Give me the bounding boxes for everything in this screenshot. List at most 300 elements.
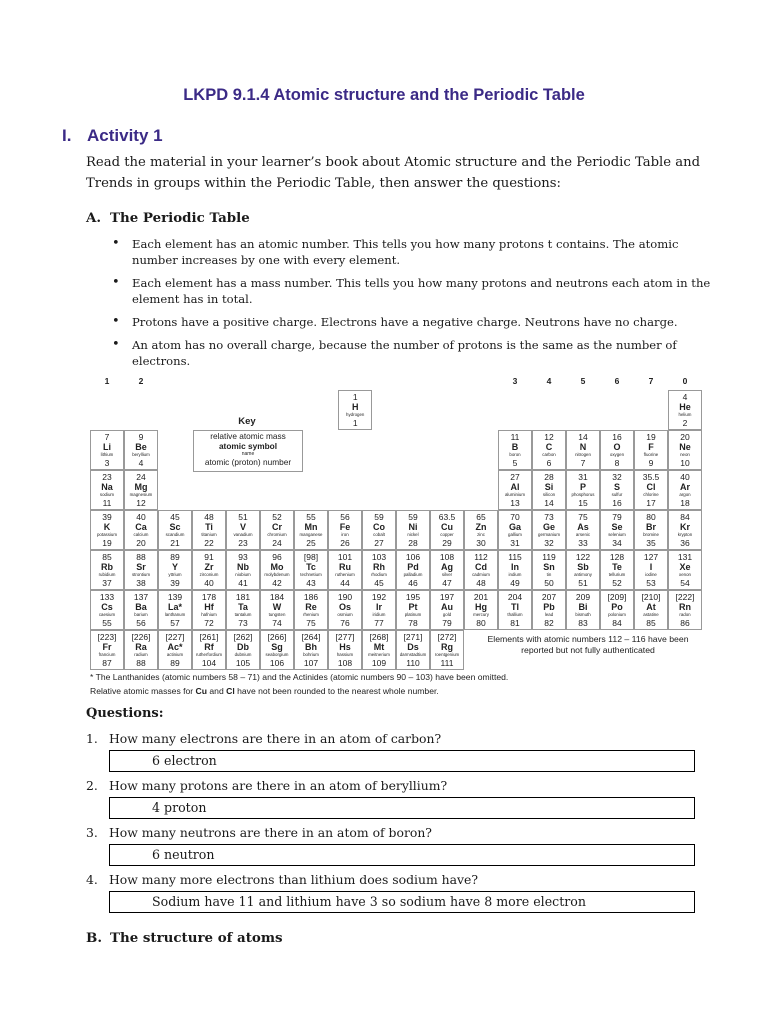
element-cell-zn <box>464 510 498 550</box>
element-number: 57 <box>170 618 180 628</box>
element-number: 83 <box>578 618 588 628</box>
element-mass: 55 <box>306 512 316 522</box>
element-cell-xe <box>668 550 702 590</box>
element-symbol: Co <box>373 522 385 532</box>
element-number: 5 <box>512 458 518 468</box>
element-name: hassium <box>336 652 354 657</box>
element-cell-ne <box>668 430 702 470</box>
key-line-symbol: atomic symbol <box>218 441 278 451</box>
element-symbol: Ra <box>135 642 147 652</box>
element-name: osmium <box>337 612 353 617</box>
element-cell-po <box>600 590 634 630</box>
element-name: cobalt <box>373 532 385 537</box>
element-symbol: P <box>579 482 586 492</box>
element-cell-sc <box>158 510 192 550</box>
subsection-b-label: The structure of atoms <box>110 930 283 946</box>
subsection-a-label: The Periodic Table <box>110 210 250 226</box>
question-3 <box>86 825 432 840</box>
element-mass: 51 <box>238 512 248 522</box>
element-number: 74 <box>272 618 282 628</box>
element-mass: 12 <box>544 432 554 442</box>
element-cell-cl <box>634 470 668 510</box>
element-symbol: Ar <box>679 482 690 492</box>
footnote-text: have not been rounded to the nearest whole number. <box>234 686 439 696</box>
element-mass: 91 <box>204 552 214 562</box>
element-number: 28 <box>408 538 418 548</box>
element-name: darmstadtium <box>399 652 427 657</box>
element-symbol: Rn <box>679 602 691 612</box>
element-symbol: Ac* <box>167 642 183 652</box>
element-name: caesium <box>98 612 116 617</box>
element-name: tungsten <box>268 612 286 617</box>
element-number: 20 <box>136 538 146 548</box>
element-symbol: Pd <box>407 562 419 572</box>
element-symbol: Be <box>135 442 147 452</box>
element-mass: [268] <box>369 632 389 642</box>
element-name: chromium <box>267 532 287 537</box>
element-name: lanthanum <box>164 612 186 617</box>
element-number: 23 <box>238 538 248 548</box>
element-name: rhodium <box>371 572 387 577</box>
element-number: 51 <box>578 578 588 588</box>
answer-box-1[interactable]: 6 electron <box>109 750 695 772</box>
element-number: 54 <box>680 578 690 588</box>
element-cell-ar <box>668 470 702 510</box>
element-mass: 106 <box>405 552 421 562</box>
element-mass: 27 <box>510 472 520 482</box>
element-number: 49 <box>510 578 520 588</box>
element-symbol: Se <box>611 522 623 532</box>
element-name: molybdenum <box>264 572 290 577</box>
element-mass: 9 <box>138 432 144 442</box>
element-cell-sg <box>260 630 294 670</box>
element-cell-ra <box>124 630 158 670</box>
element-symbol: Ge <box>542 522 555 532</box>
element-cell-hs <box>328 630 362 670</box>
element-mass: 112 <box>474 552 488 562</box>
key-line-number: atomic (proton) number <box>204 457 292 467</box>
element-number: 52 <box>612 578 622 588</box>
element-mass: 201 <box>473 592 489 602</box>
element-mass: 39 <box>102 512 112 522</box>
answer-box-4[interactable]: Sodium have 11 and lithium have 3 so sodium have 8 more electron <box>109 891 695 913</box>
element-cell-rn <box>668 590 702 630</box>
element-name: selenium <box>608 532 626 537</box>
element-name: xenon <box>679 572 691 577</box>
element-number: 104 <box>201 658 217 668</box>
element-mass: 65 <box>476 512 486 522</box>
element-cell-sn <box>532 550 566 590</box>
element-symbol: K <box>103 522 111 532</box>
element-symbol: Kr <box>679 522 690 532</box>
element-mass: [223] <box>97 632 117 642</box>
element-mass: 119 <box>542 552 556 562</box>
element-symbol: Sr <box>136 562 146 572</box>
element-cell-ni <box>396 510 430 550</box>
group-header: 5 <box>580 376 586 386</box>
element-mass: 192 <box>371 592 387 602</box>
element-mass: 181 <box>235 592 251 602</box>
element-mass: 197 <box>439 592 455 602</box>
footnote-cl: Cl <box>226 686 235 696</box>
element-symbol: Ca <box>135 522 147 532</box>
element-number: 76 <box>340 618 350 628</box>
element-name: gallium <box>508 532 522 537</box>
element-name: indium <box>508 572 522 577</box>
element-mass: [272] <box>437 632 457 642</box>
element-mass: 40 <box>680 472 690 482</box>
element-name: lithium <box>100 452 114 457</box>
element-mass: 11 <box>510 432 520 442</box>
document-title: LKPD 9.1.4 Atomic structure and the Periodic Table <box>183 86 585 104</box>
element-symbol: Ga <box>508 522 521 532</box>
element-cell-o <box>600 430 634 470</box>
element-mass: 128 <box>609 552 625 562</box>
element-mass: 35.5 <box>642 472 660 482</box>
answer-box-2[interactable]: 4 proton <box>109 797 695 819</box>
element-cell-ga <box>498 510 532 550</box>
element-number: 111 <box>440 658 454 668</box>
element-number: 75 <box>306 618 316 628</box>
element-symbol: B <box>511 442 519 452</box>
group-header: 0 <box>682 376 688 386</box>
element-number: 8 <box>614 458 620 468</box>
element-mass: 24 <box>136 472 146 482</box>
element-name: hafnium <box>201 612 217 617</box>
element-name: rutherfordium <box>195 652 223 657</box>
element-name: argon <box>679 492 691 497</box>
element-symbol: V <box>239 522 246 532</box>
element-mass: 45 <box>170 512 180 522</box>
element-cell-ir <box>362 590 396 630</box>
element-symbol: Mo <box>270 562 284 572</box>
element-cell-pd <box>396 550 430 590</box>
element-mass: 96 <box>272 552 282 562</box>
element-cell-re <box>294 590 328 630</box>
element-number: 108 <box>337 658 353 668</box>
element-cell-nb <box>226 550 260 590</box>
element-mass: 115 <box>508 552 522 562</box>
element-name: silicon <box>542 492 556 497</box>
element-symbol: Cl <box>646 482 656 492</box>
element-name: copper <box>440 532 454 537</box>
element-name: carbon <box>542 452 556 457</box>
element-cell-cr <box>260 510 294 550</box>
element-symbol: Hg <box>475 602 487 612</box>
element-symbol: Rh <box>373 562 385 572</box>
element-cell-p <box>566 470 600 510</box>
element-symbol: Fe <box>339 522 351 532</box>
element-name: radon <box>679 612 691 617</box>
element-number: 73 <box>238 618 248 628</box>
element-mass: [264] <box>301 632 321 642</box>
element-symbol: Te <box>612 562 622 572</box>
element-mass: 93 <box>238 552 248 562</box>
element-symbol: Db <box>237 642 249 652</box>
element-number: 109 <box>371 658 387 668</box>
element-symbol: Nb <box>237 562 249 572</box>
element-number: 110 <box>406 658 420 668</box>
element-number: 30 <box>476 538 486 548</box>
element-name: nitrogen <box>575 452 591 457</box>
subsection-b-heading <box>86 930 283 946</box>
element-symbol: Sc <box>169 522 181 532</box>
element-symbol: N <box>579 442 587 452</box>
element-name: palladium <box>403 572 423 577</box>
element-cell-cd <box>464 550 498 590</box>
element-number: 78 <box>408 618 418 628</box>
element-number: 55 <box>102 618 112 628</box>
element-mass: [222] <box>675 592 695 602</box>
element-mass: [98] <box>303 552 319 562</box>
element-number: 79 <box>442 618 452 628</box>
element-symbol: Y <box>171 562 178 572</box>
element-mass: 63.5 <box>438 512 456 522</box>
element-mass: [209] <box>607 592 627 602</box>
question-number: 4. <box>86 872 98 887</box>
element-name: iron <box>341 532 349 537</box>
element-cell-ca <box>124 510 158 550</box>
element-symbol: Ti <box>205 522 213 532</box>
element-name: bromine <box>643 532 659 537</box>
element-number: 7 <box>580 458 586 468</box>
element-number: 1 <box>352 418 358 428</box>
element-symbol: Cs <box>101 602 113 612</box>
element-name: sulfur <box>611 492 623 497</box>
element-mass: 1 <box>352 392 358 402</box>
footnote-text: and <box>207 686 227 696</box>
element-cell-ac <box>158 630 192 670</box>
subsection-a-heading <box>86 210 250 226</box>
element-name: bohrium <box>303 652 319 657</box>
element-cell-zr <box>192 550 226 590</box>
element-number: 82 <box>544 618 554 628</box>
element-cell-h <box>338 390 372 430</box>
element-name: rhenium <box>303 612 319 617</box>
element-symbol: Fr <box>102 642 112 652</box>
element-symbol: Hf <box>204 602 214 612</box>
element-name: vanadium <box>233 532 253 537</box>
questions-heading: Questions: <box>86 706 164 721</box>
group-header: 7 <box>648 376 654 386</box>
element-number: 21 <box>170 538 180 548</box>
element-cell-b <box>498 430 532 470</box>
element-mass: 108 <box>439 552 455 562</box>
element-name: meitnerium <box>368 652 390 657</box>
element-symbol: Zn <box>475 522 487 532</box>
element-symbol: Ir <box>375 602 382 612</box>
element-mass: 85 <box>102 552 112 562</box>
element-cell-ge <box>532 510 566 550</box>
question-number: 2. <box>86 778 98 793</box>
element-cell-au <box>430 590 464 630</box>
element-mass: 84 <box>680 512 690 522</box>
element-number: 44 <box>340 578 350 588</box>
question-text: How many neutrons are there in an atom of boron? <box>109 825 432 840</box>
element-symbol: Bh <box>305 642 317 652</box>
question-text: How many more electrons than lithium does sodium have? <box>109 872 479 887</box>
element-cell-ba <box>124 590 158 630</box>
element-cell-sb <box>566 550 600 590</box>
element-number: 6 <box>546 458 552 468</box>
element-mass: [271] <box>403 632 423 642</box>
element-symbol: Br <box>645 522 656 532</box>
element-name: astatine <box>643 612 659 617</box>
element-mass: 209 <box>575 592 591 602</box>
element-cell-kr <box>668 510 702 550</box>
element-cell-pt <box>396 590 430 630</box>
element-number: 89 <box>170 658 180 668</box>
bullet-item: • Protons have a positive charge. Electrons have a negative charge. Neutrons have no charge. <box>112 314 712 330</box>
element-name: zirconium <box>199 572 219 577</box>
element-symbol: As <box>577 522 589 532</box>
element-name: nickel <box>407 532 419 537</box>
element-name: boron <box>509 452 521 457</box>
element-number: 105 <box>235 658 251 668</box>
element-mass: [266] <box>267 632 287 642</box>
bullet-item: • Each element has an atomic number. This tells you how many protons t contains. The atomic number increases by one with every element. <box>112 236 712 268</box>
element-symbol: W <box>272 602 282 612</box>
element-cell-rg <box>430 630 464 670</box>
element-symbol: Sg <box>271 642 283 652</box>
element-mass: 204 <box>507 592 523 602</box>
element-cell-ag <box>430 550 464 590</box>
element-cell-bh <box>294 630 328 670</box>
element-mass: [262] <box>233 632 253 642</box>
group-header: 6 <box>614 376 620 386</box>
element-number: 12 <box>136 498 146 508</box>
element-symbol: Cr <box>271 522 282 532</box>
element-symbol: I <box>649 562 653 572</box>
question-number: 3. <box>86 825 98 840</box>
element-number: 36 <box>680 538 690 548</box>
element-name: manganese <box>299 532 323 537</box>
element-mass: [277] <box>335 632 355 642</box>
element-cell-ta <box>226 590 260 630</box>
element-symbol: Rf <box>204 642 214 652</box>
element-mass: 70 <box>510 512 520 522</box>
element-cell-n <box>566 430 600 470</box>
element-mass: 79 <box>612 512 622 522</box>
element-mass: 190 <box>337 592 353 602</box>
element-number: 77 <box>374 618 384 628</box>
element-symbol: Pb <box>543 602 555 612</box>
element-mass: 59 <box>408 512 418 522</box>
answer-box-3[interactable]: 6 neutron <box>109 844 695 866</box>
element-mass: 80 <box>646 512 656 522</box>
element-name: iridium <box>372 612 386 617</box>
element-symbol: Ag <box>441 562 453 572</box>
bullet-item: • An atom has no overall charge, because the number of protons is the same as the number of electrons. <box>112 337 712 369</box>
element-cell-fr <box>90 630 124 670</box>
element-mass: 103 <box>371 552 387 562</box>
element-mass: 59 <box>374 512 384 522</box>
element-symbol: Rg <box>441 642 453 652</box>
element-number: 35 <box>646 538 656 548</box>
element-symbol: Rb <box>101 562 113 572</box>
element-name: helium <box>678 412 692 417</box>
element-symbol: Au <box>441 602 453 612</box>
element-number: 81 <box>510 618 520 628</box>
element-name: rubidium <box>98 572 116 577</box>
element-cell-at <box>634 590 668 630</box>
element-name: krypton <box>677 532 693 537</box>
element-name: thallium <box>507 612 523 617</box>
element-symbol: Na <box>101 482 113 492</box>
element-name: iodine <box>645 572 657 577</box>
element-cell-rb <box>90 550 124 590</box>
element-mass: 89 <box>170 552 180 562</box>
element-number: 56 <box>136 618 146 628</box>
element-name: tellurium <box>608 572 626 577</box>
element-number: 17 <box>646 498 656 508</box>
element-cell-w <box>260 590 294 630</box>
element-name: calcium <box>133 532 149 537</box>
element-cell-mg <box>124 470 158 510</box>
element-name: actinium <box>166 652 184 657</box>
element-name: beryllium <box>132 452 150 457</box>
element-symbol: Hs <box>339 642 351 652</box>
element-name: germanium <box>538 532 560 537</box>
element-number: 9 <box>648 458 654 468</box>
element-mass: 23 <box>102 472 112 482</box>
element-number: 19 <box>102 538 112 548</box>
element-symbol: He <box>679 402 691 412</box>
footnote-cu: Cu <box>195 686 208 696</box>
element-symbol: Pt <box>408 602 418 612</box>
element-symbol: Mg <box>134 482 148 492</box>
question-4 <box>86 872 478 887</box>
element-symbol: Po <box>611 602 623 612</box>
question-2 <box>86 778 447 793</box>
element-symbol: Bi <box>578 602 588 612</box>
element-name: seaborgium <box>265 652 289 657</box>
element-number: 42 <box>272 578 282 588</box>
element-mass: [210] <box>641 592 661 602</box>
element-cell-bi <box>566 590 600 630</box>
element-cell-fe <box>328 510 362 550</box>
element-cell-ti <box>192 510 226 550</box>
question-text: How many protons are there in an atom of beryllium? <box>109 778 448 793</box>
element-cell-la <box>158 590 192 630</box>
element-number: 86 <box>680 618 690 628</box>
key-line-name: name <box>241 451 255 457</box>
element-number: 88 <box>136 658 146 668</box>
element-number: 41 <box>238 578 248 588</box>
element-cell-pb <box>532 590 566 630</box>
element-symbol: Xe <box>679 562 691 572</box>
element-cell-co <box>362 510 396 550</box>
element-mass: 32 <box>612 472 622 482</box>
element-number: 80 <box>476 618 486 628</box>
element-name: bismuth <box>575 612 591 617</box>
element-name: ruthenium <box>335 572 355 577</box>
element-mass: 73 <box>544 512 554 522</box>
element-cell-s <box>600 470 634 510</box>
element-mass: 75 <box>578 512 588 522</box>
element-cell-tc <box>294 550 328 590</box>
bullet-list <box>112 236 712 376</box>
element-mass: 48 <box>204 512 214 522</box>
element-name: zinc <box>477 532 485 537</box>
element-name: dubnium <box>234 652 252 657</box>
element-number: 32 <box>544 538 554 548</box>
element-mass: 20 <box>680 432 690 442</box>
element-mass: 31 <box>578 472 588 482</box>
element-symbol: Sn <box>543 562 555 572</box>
element-symbol: In <box>511 562 519 572</box>
element-mass: 40 <box>136 512 146 522</box>
